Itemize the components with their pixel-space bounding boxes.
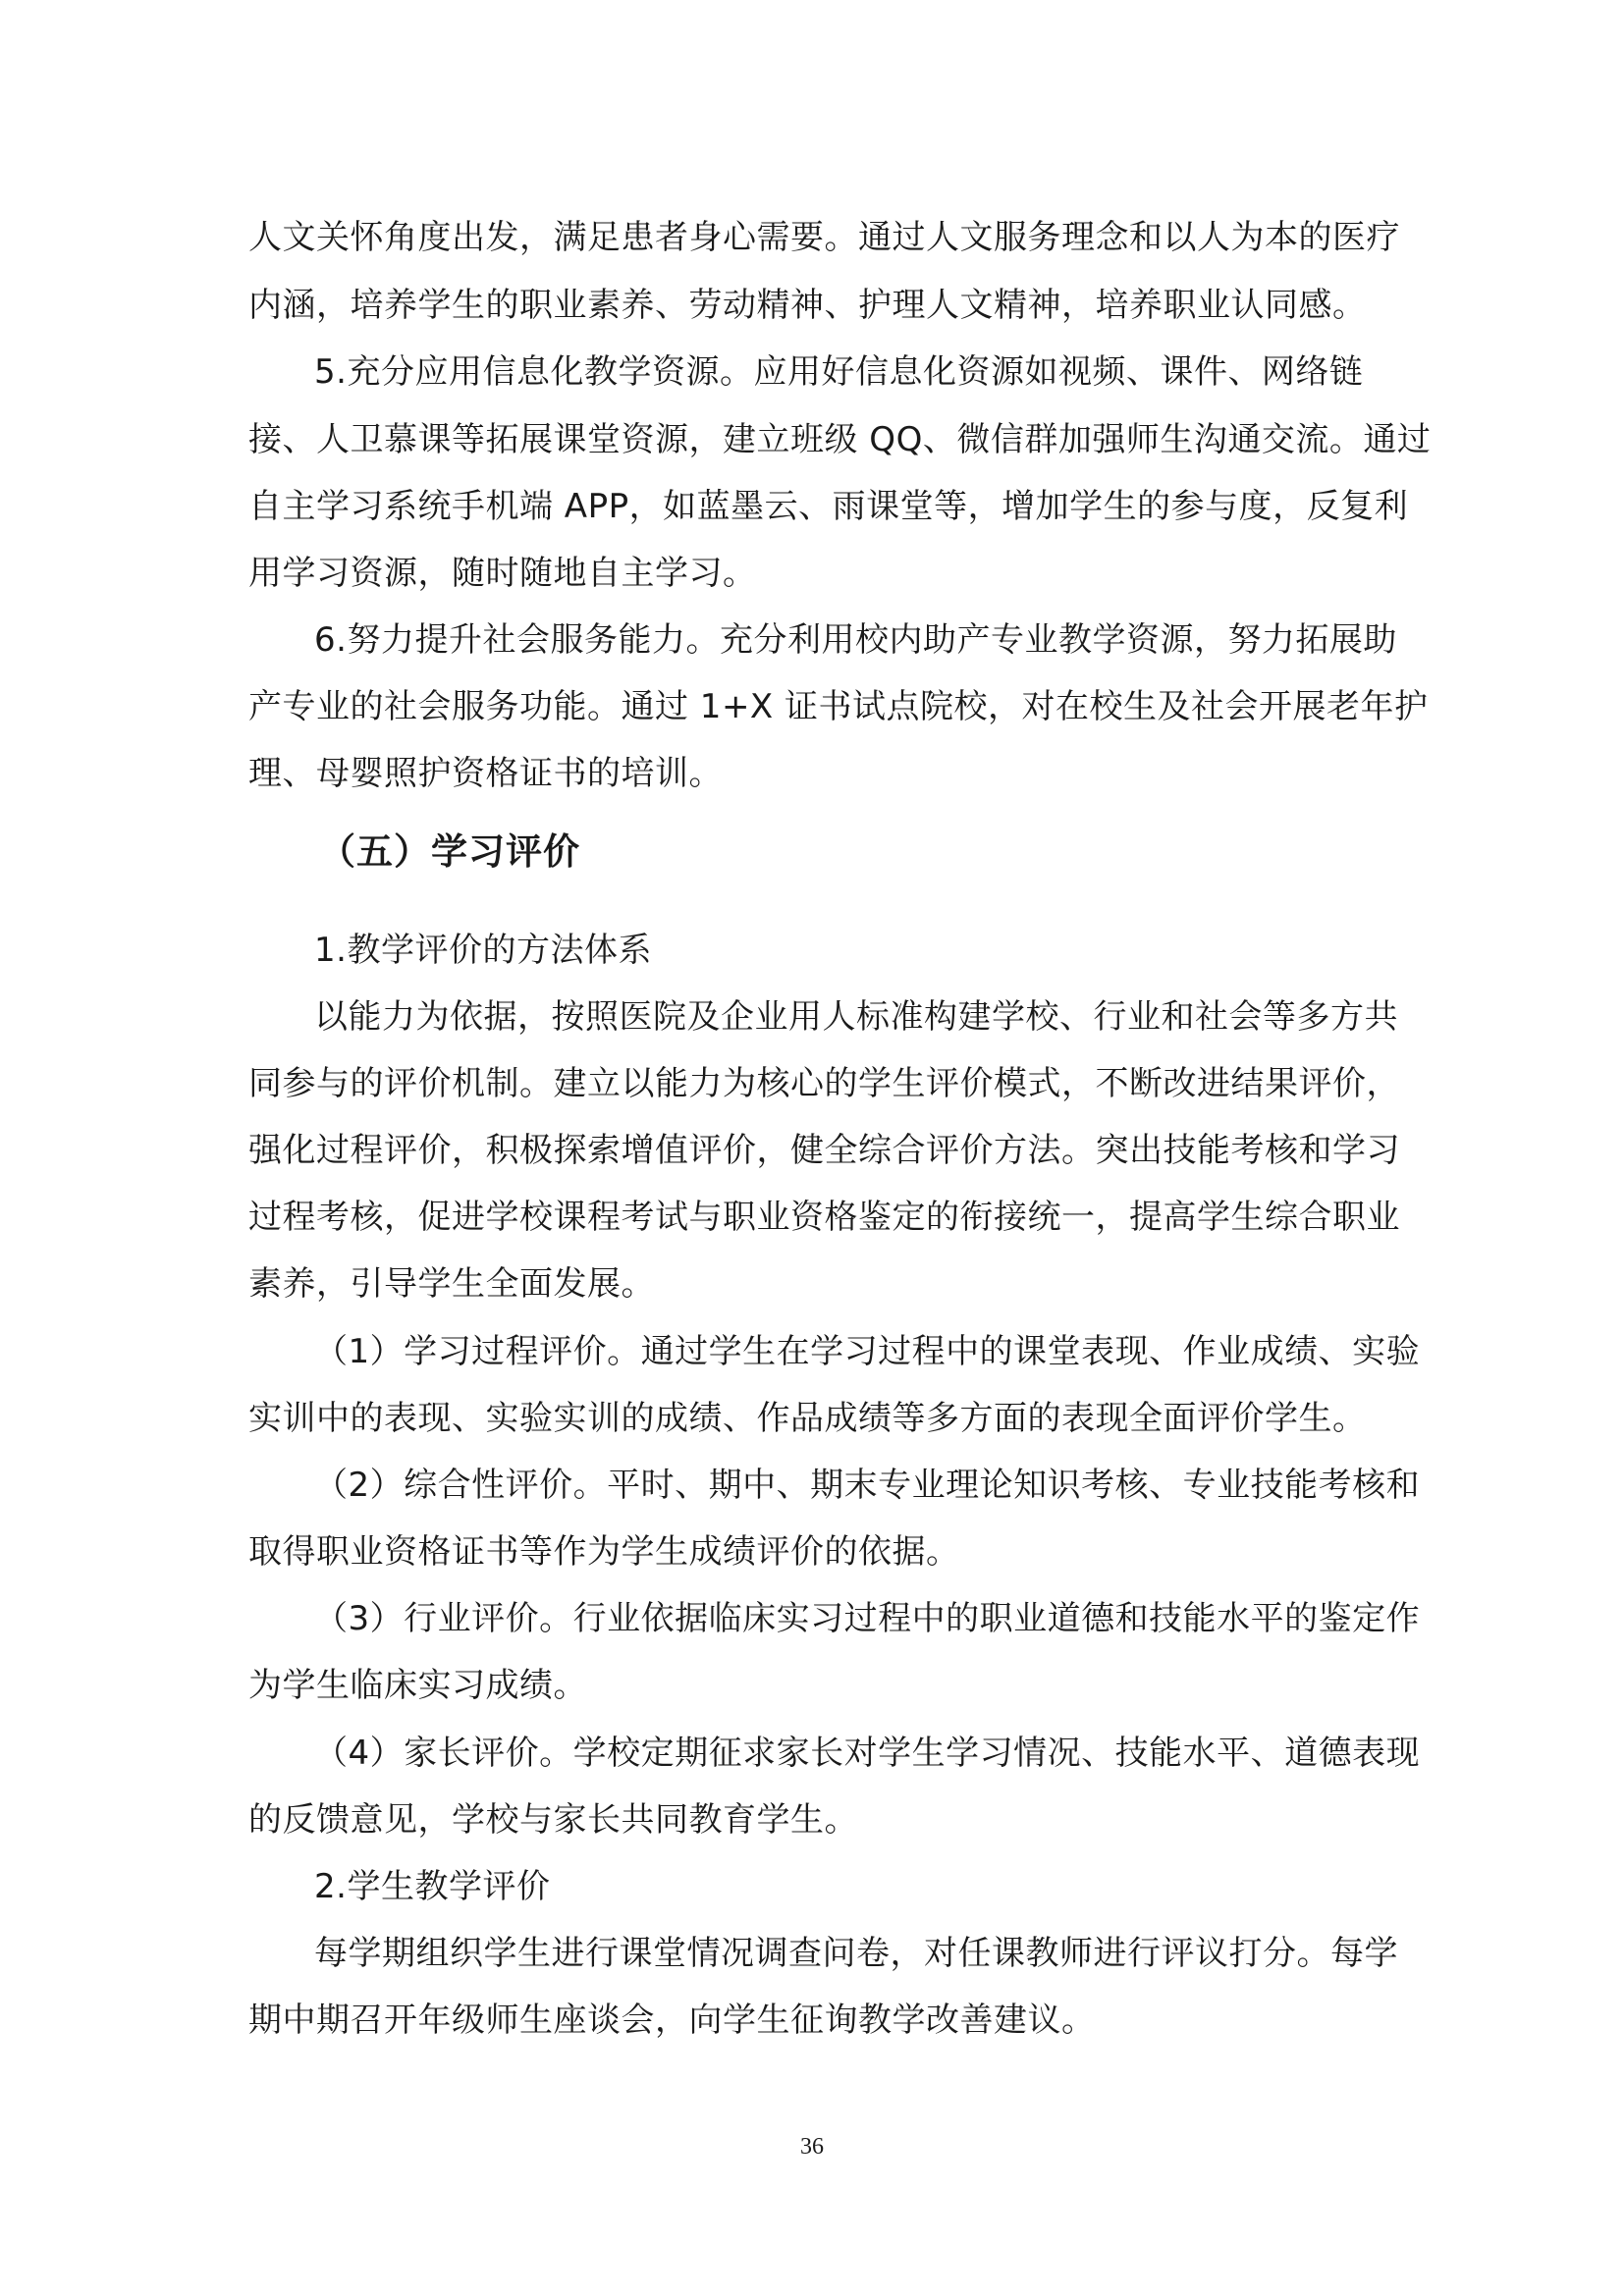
paragraph-line: 人文关怀角度出发，满足患者身心需要。通过人文服务理念和以人为本的医疗 bbox=[248, 218, 1400, 257]
paragraph-line: 为学生临床实习成绩。 bbox=[248, 1666, 587, 1705]
paragraph-line: 6.努力提升社会服务能力。充分利用校内助产专业教学资源，努力拓展助 bbox=[314, 620, 1397, 660]
paragraph-line: 实训中的表现、实验实训的成绩、作品成绩等多方面的表现全面评价学生。 bbox=[248, 1399, 1367, 1438]
paragraph-line: 强化过程评价，积极探索增值评价，健全综合评价方法。突出技能考核和学习 bbox=[248, 1131, 1400, 1170]
paragraph-line: 素养，引导学生全面发展。 bbox=[248, 1264, 655, 1304]
paragraph-line: 接、人卫慕课等拓展课堂资源，建立班级 QQ、微信群加强师生沟通交流。通过 bbox=[248, 420, 1432, 459]
paragraph-line: 的反馈意见，学校与家长共同教育学生。 bbox=[248, 1800, 858, 1840]
paragraph-line: （1）学习过程评价。通过学生在学习过程中的课堂表现、作业成绩、实验 bbox=[314, 1332, 1421, 1371]
paragraph-line: 期中期召开年级师生座谈会，向学生征询教学改善建议。 bbox=[248, 2001, 1096, 2040]
paragraph-line: 理、母婴照护资格证书的培训。 bbox=[248, 754, 723, 793]
paragraph-line: 产专业的社会服务功能。通过 1+X 证书试点院校，对在校生及社会开展老年护 bbox=[248, 687, 1429, 726]
subsection-title: 2.学生教学评价 bbox=[314, 1867, 551, 1906]
paragraph-line: 内涵，培养学生的职业素养、劳动精神、护理人文精神，培养职业认同感。 bbox=[248, 286, 1367, 325]
paragraph-line: （4）家长评价。学校定期征求家长对学生学习情况、技能水平、道德表现 bbox=[314, 1734, 1421, 1773]
paragraph-line: （2）综合性评价。平时、期中、期末专业理论知识考核、专业技能考核和 bbox=[314, 1466, 1421, 1505]
paragraph-line: 5.充分应用信息化教学资源。应用好信息化资源如视频、课件、网络链 bbox=[314, 352, 1364, 392]
subsection-title: 1.教学评价的方法体系 bbox=[314, 931, 652, 970]
page-number: 36 bbox=[800, 2134, 824, 2160]
paragraph-line: 取得职业资格证书等作为学生成绩评价的依据。 bbox=[248, 1532, 960, 1572]
paragraph-line: 同参与的评价机制。建立以能力为核心的学生评价模式，不断改进结果评价， bbox=[248, 1064, 1400, 1103]
paragraph-line: 用学习资源，随时随地自主学习。 bbox=[248, 554, 757, 593]
paragraph-line: 以能力为依据，按照医院及企业用人标准构建学校、行业和社会等多方共 bbox=[314, 997, 1398, 1037]
section-heading: （五）学习评价 bbox=[319, 830, 580, 873]
paragraph-line: 每学期组织学生进行课堂情况调查问卷，对任课教师进行评议打分。每学 bbox=[314, 1934, 1398, 1973]
paragraph-line: （3）行业评价。行业依据临床实习过程中的职业道德和技能水平的鉴定作 bbox=[314, 1599, 1421, 1638]
paragraph-line: 过程考核，促进学校课程考试与职业资格鉴定的衔接统一，提高学生综合职业 bbox=[248, 1198, 1400, 1237]
paragraph-line: 自主学习系统手机端 APP，如蓝墨云、雨课堂等，增加学生的参与度，反复利 bbox=[248, 487, 1409, 526]
